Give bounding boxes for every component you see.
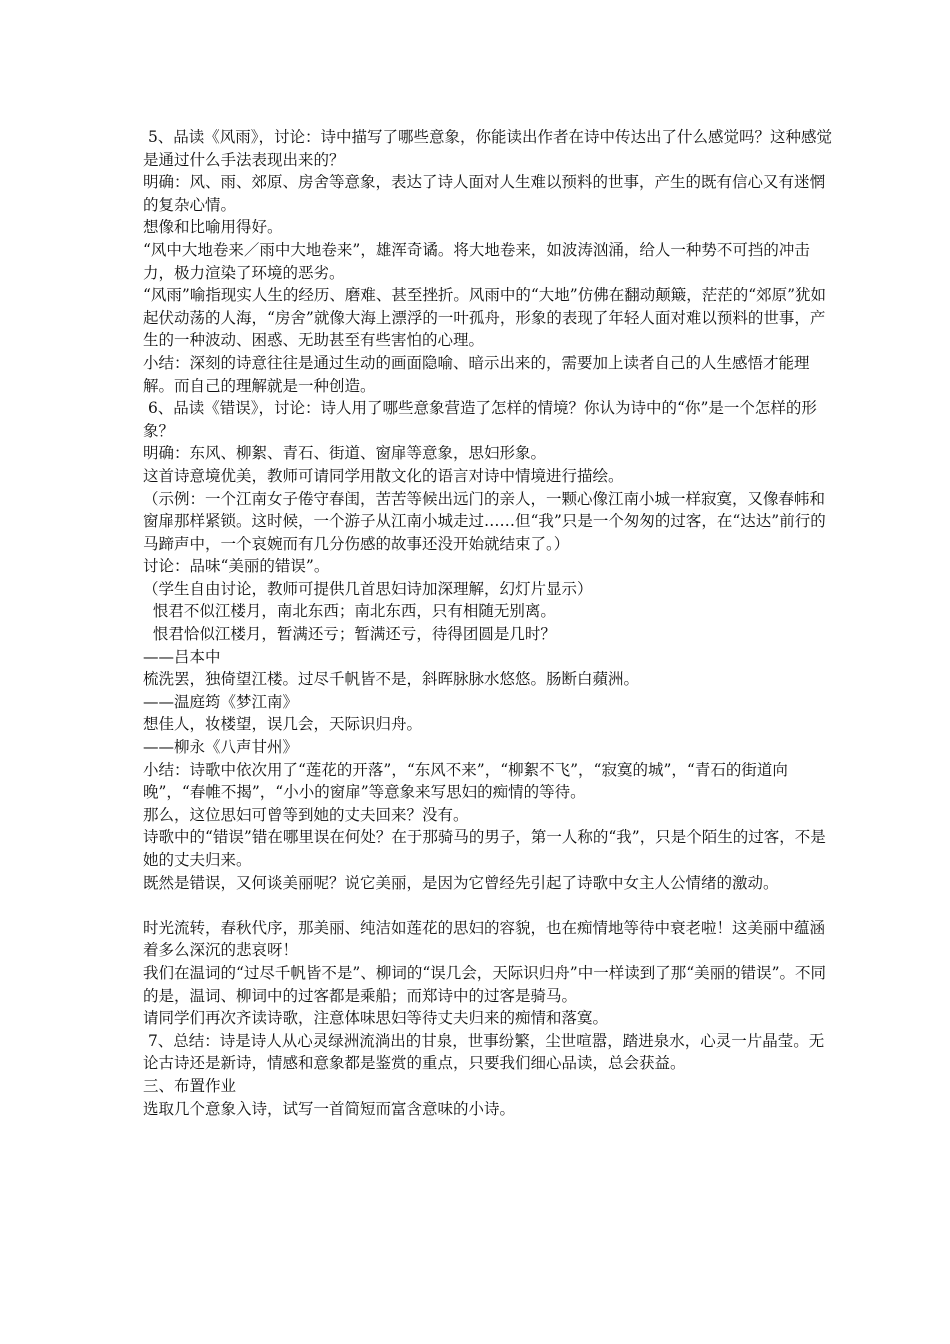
blank-line — [143, 894, 833, 917]
paragraph: ——吕本中 — [143, 647, 221, 666]
paragraph: 请同学们再次齐读诗歌，注意体味思妇等待丈夫归来的痴情和落寞。 — [143, 1009, 609, 1028]
paragraph: 恨君不似江楼月，南北东西；南北东西，只有相随无别离。 — [143, 602, 556, 621]
paragraph: 讨论：品味“美丽的错误”。 — [143, 557, 330, 576]
paragraph: （示例：一个江南女子倦守春闺，苦苦等候出远门的亲人，一颗心像江南小城一样寂寞，又像春帏和窗扉那样紧锁。这时候，一个游子从江南小城走过……但“我”只是一个匆匆的过客，在“达达”前行的马蹄声中，一个哀婉而有几分伤感的故事还没开始就结束了。） — [143, 489, 826, 553]
paragraph: 时光流转，春秋代序，那美丽、纯洁如莲花的思妇的容貌，也在痴情地等待中衰老啦！这美丽中蕴涵着多么深沉的悲哀呀！ — [143, 918, 826, 960]
paragraph: 想佳人，妆楼望，误几会，天际识归舟。 — [143, 715, 423, 734]
paragraph: “风中大地卷来／雨中大地卷来”，雄浑奇谲。将大地卷来，如波涛汹涌，给人一种势不可挡的冲击力，极力渲染了环境的恶劣。 — [143, 240, 810, 282]
paragraph: 既然是错误，又何谈美丽呢？说它美丽，是因为它曾经先引起了诗歌中女主人公情绪的激动。 — [143, 873, 779, 892]
paragraph: 梳洗罢，独倚望江楼。过尽千帆皆不是，斜晖脉脉水悠悠。肠断白蘋洲。 — [143, 670, 640, 689]
paragraph: 6、品读《错误》，讨论：诗人用了哪些意象营造了怎样的情境？你认为诗中的“你”是一个怎样的形象？ — [143, 399, 817, 440]
paragraph: 明确：东风、柳絮、青石、街道、窗扉等意象，思妇形象。 — [143, 444, 547, 463]
paragraph: 诗歌中的“错误”错在哪里误在何处？在于那骑马的男子，第一人称的“我”，只是个陌生的过客，不是她的丈夫归来。 — [143, 828, 826, 869]
paragraph: 5、品读《风雨》，讨论：诗中描写了哪些意象，你能读出作者在诗中传达出了什么感觉吗？这种感觉是通过什么手法表现出来的？ — [143, 128, 833, 169]
paragraph: 三、布置作业 — [143, 1076, 237, 1095]
paragraph: ——温庭筠《梦江南》 — [143, 692, 299, 711]
paragraph: 明确：风、雨、郊原、房舍等意象，表达了诗人面对人生难以预料的世事，产生的既有信心又有迷惘的复杂心情。 — [143, 173, 826, 214]
paragraph: 恨君恰似江楼月，暂满还亏；暂满还亏，待得团圆是几时？ — [143, 625, 556, 644]
paragraph: 那么，这位思妇可曾等到她的丈夫回来？没有。 — [143, 805, 469, 824]
paragraph: 小结：诗歌中依次用了“莲花的开落”，“东风不来”，“柳絮不飞”，“寂寞的城”，“青石的街道向晚”，“春帷不揭”，“小小的窗扉”等意象来写思妇的痴情的等待。 — [143, 760, 788, 802]
paragraph: 想像和比喻用得好。 — [143, 218, 283, 237]
paragraph: 我们在温词的“过尽千帆皆不是”、柳词的“误几会，天际识归舟”中一样读到了那“美丽的错误”。不同的是，温词、柳词中的过客都是乘船；而郑诗中的过客是骑马。 — [143, 963, 827, 1005]
paragraph: 这首诗意境优美，教师可请同学用散文化的语言对诗中情境进行描绘。 — [143, 466, 624, 485]
paragraph: ——柳永《八声甘州》 — [143, 738, 299, 757]
paragraph: 7、总结：诗是诗人从心灵绿洲流淌出的甘泉，世事纷繁，尘世喧嚣，踏进泉水，心灵一片晶莹。无论古诗还是新诗，情感和意象都是鉴赏的重点，只要我们细心品读，总会获益。 — [143, 1031, 825, 1073]
paragraph: （学生自由讨论，教师可提供几首思妇诗加深理解，幻灯片显示） — [143, 579, 593, 598]
paragraph: 小结：深刻的诗意往往是通过生动的画面隐喻、暗示出来的，需要加上读者自己的人生感悟才能理解。而自己的理解就是一种创造。 — [143, 353, 810, 395]
paragraph: 选取几个意象入诗，试写一首简短而富含意味的小诗。 — [143, 1099, 516, 1118]
document-body — [143, 126, 833, 1120]
paragraph: “风雨”喻指现实人生的经历、磨难、甚至挫折。风雨中的“大地”仿佛在翻动颠簸，茫茫的“郊原”犹如起伏动荡的人海，“房舍”就像大海上漂浮的一叶孤舟，形象的表现了年轻人面对难以预料的世事，产生的一种波动、困惑、无助甚至有些害怕的心理。 — [143, 286, 827, 350]
